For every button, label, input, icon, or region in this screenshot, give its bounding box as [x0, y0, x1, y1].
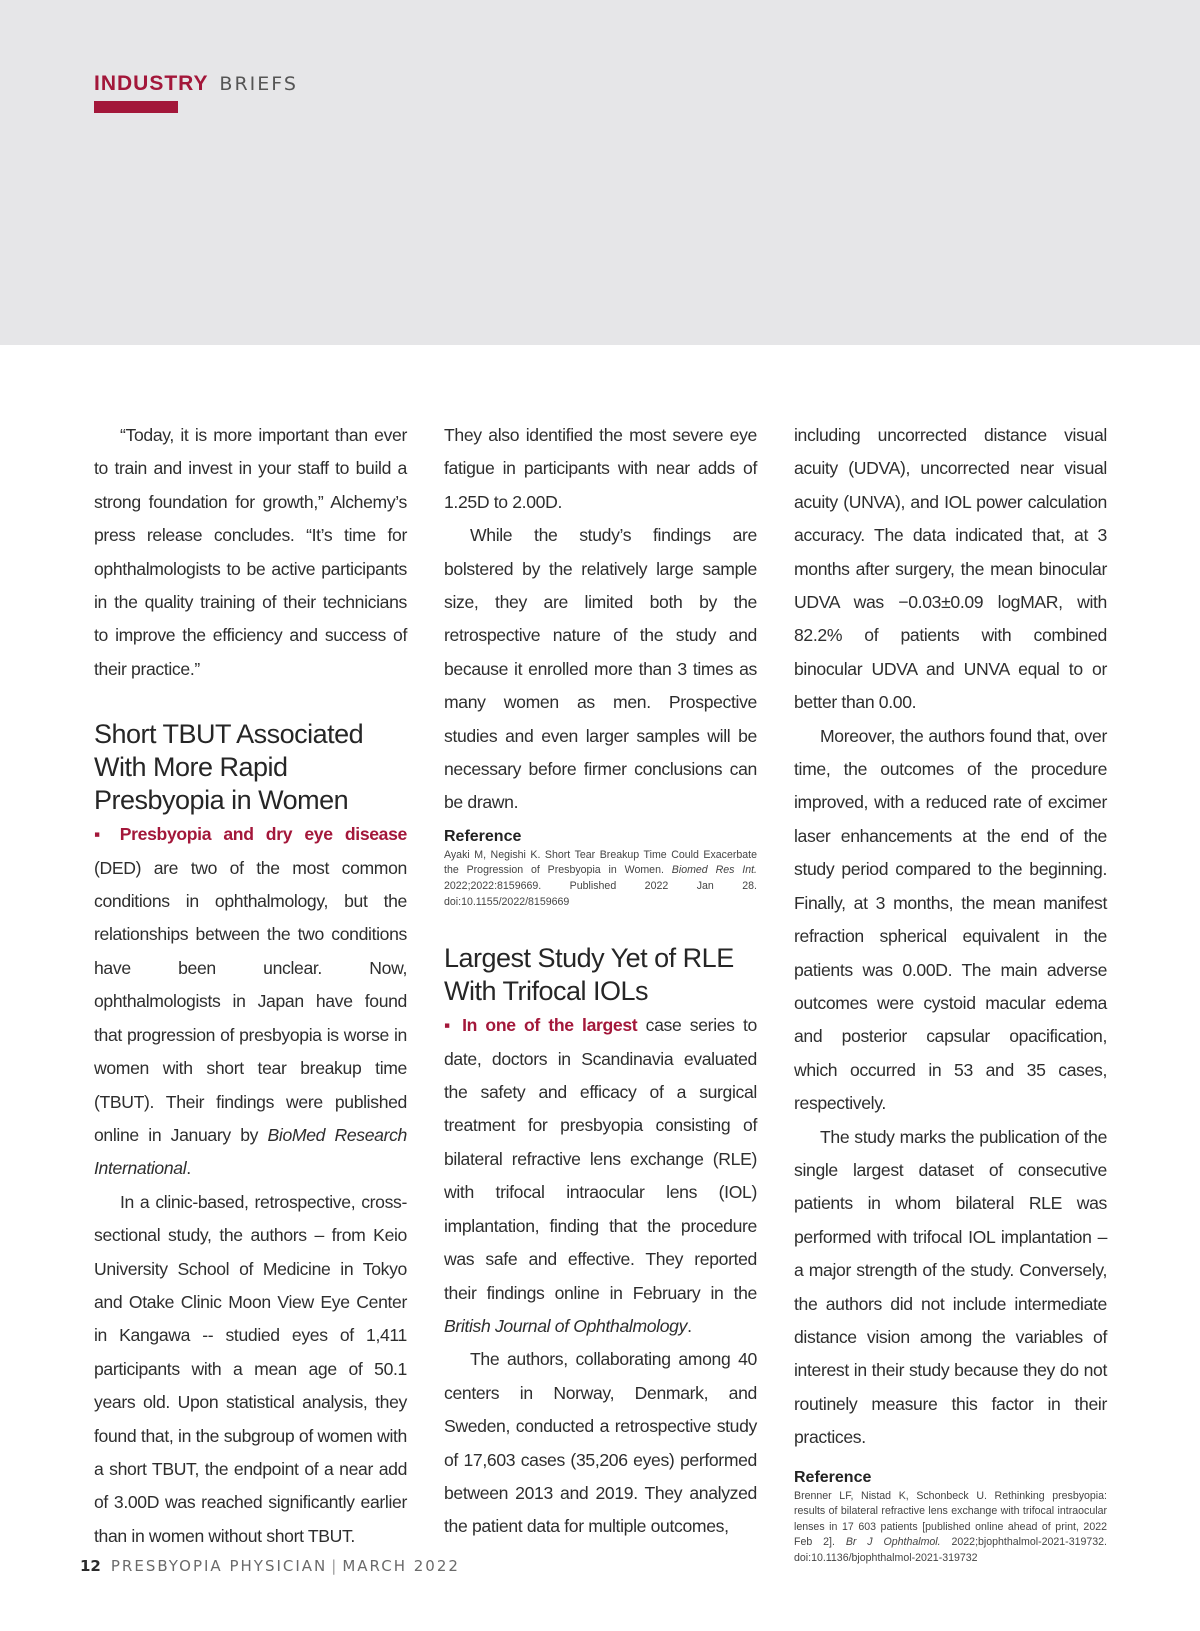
article-2-paragraph-2: The authors, collaborating among 40 centers in Norway, Denmark, and Sweden, conducted a retrospective study of 17,603 cases (35,206 eyes) performed between 2013 and 2019. They analyzed the patient data for multiple outcomes,: [444, 1349, 757, 1537]
article-2-reference-title: Reference: [794, 1468, 872, 1486]
article-1-journal: BioMed Research International: [94, 1124, 407, 1179]
article-2-headline: Largest Study Yet of RLE With Trifocal IOLs: [444, 943, 734, 1007]
article-2-reference: [794, 1489, 1107, 1567]
column-2: [444, 419, 757, 1544]
article-2-reference-text: Brenner LF, Nistad K, Schonbeck U. Rethinking presbyopia: results of bilateral refractive lens exchange with trifocal intraocular lenses in 17 603 patients [published online ahead of print, 2022 Feb 2].: [794, 1489, 1107, 1549]
article-1-lead-paragraph: [94, 818, 407, 1185]
article-2-reference-tail: 2022;bjophthalmol-2021-319732. doi:10.1136/bjophthalmol-2021-319732: [794, 1536, 1107, 1564]
column-3: [794, 419, 1107, 1567]
article-1-reference-text: Ayaki M, Negishi K. Short Tear Breakup Time Could Exacerbate the Progression of Presbyopia in Women.: [444, 848, 757, 877]
section-label-strong: INDUSTRY: [94, 72, 209, 95]
column-1: [94, 419, 407, 1553]
article-1-reference-tail: 2022;2022:8159669. Published 2022 Jan 28. doi:10.1155/2022/8159669: [444, 880, 757, 908]
header-banner: [0, 0, 1200, 345]
footer-separator: |: [331, 1557, 339, 1575]
section-accent-bar: [94, 101, 178, 113]
section-label-light: BRIEFS: [219, 73, 298, 95]
article-2-lead-end: .: [687, 1315, 692, 1336]
article-2-lead-highlight: In one of the largest: [462, 1015, 638, 1036]
article-1-paragraph-2: In a clinic-based, retrospective, cross-sectional study, the authors – from Keio University School of Medicine in Tokyo and Otake Clinic Moon View Eye Center in Kangawa -- studied eyes of 1,411 participants with a mean age of 50.1 years old. Upon statistical analysis, they found that, in the subgroup of women with a short TBUT, the endpoint of a near add of 3.00D was reached significantly earlier than in women without short TBUT.: [94, 1191, 407, 1546]
article-1-lead-end: .: [186, 1158, 191, 1179]
publication-name: PRESBYOPIA PHYSICIAN: [110, 1557, 328, 1575]
article-2-paragraph-4: Moreover, the authors found that, over time, the outcomes of the procedure improved, with a reduced rate of excimer laser enhancements at the end of the study period compared to the beginning. Finally, at 3 months, the mean manifest refraction spherical equivalent in the patients was 0.00D. The main adverse outcomes were cystoid macular edema and posterior capsular opacification, which occurred in 53 and 35 cases, respectively.: [794, 725, 1107, 1114]
article-1-reference-title: Reference: [444, 827, 522, 845]
issue-date: MARCH 2022: [342, 1557, 460, 1575]
article-1-paragraph-4: While the study’s findings are bolstered by the relatively large sample size, they are limited both by the retrospective nature of the study and because it enrolled more than 3 times as many women as men. Prospective studies and even larger samples will be necessary before firmer conclusions can be drawn.: [444, 525, 757, 813]
page-footer: [80, 1557, 460, 1575]
page-number: 12: [80, 1557, 101, 1575]
article-2-paragraph-3: including uncorrected distance visual acuity (UDVA), uncorrected near visual acuity (UNVA), and IOL power calculation accuracy. The data indicated that, at 3 months after surgery, the mean binocular UDVA was −0.03±0.09 logMAR, with 82.2% of patients with combined binocular UDVA and UNVA equal to or better than 0.00.: [794, 425, 1107, 713]
article-1-reference-journal: Biomed Res Int.: [671, 864, 757, 877]
article-1-lead-text: (DED) are two of the most common conditions in ophthalmology, but the relationships between the two conditions have been unclear. Now, ophthalmologists in Japan have found that progression of presbyopia is worse in women with short tear breakup time (TBUT). Their findings were published online in January by: [94, 857, 407, 1145]
article-2-reference-journal: Br J Ophthalmol.: [845, 1536, 941, 1549]
article-1-bullet: ▪: [94, 824, 120, 845]
quote-paragraph: “Today, it is more important than ever to train and invest in your staff to build a strong foundation for growth,” Alchemy’s press release concludes. “It’s time for ophthalmologists to be active participants in the quality training of their technicians to improve the efficiency and success of their practice.”: [94, 425, 407, 679]
article-2-journal: British Journal of Ophthalmology: [444, 1315, 688, 1336]
article-1-reference: [444, 848, 757, 910]
article-2-lead-paragraph: [444, 1009, 757, 1343]
article-1-lead-highlight: Presbyopia and dry eye disease: [119, 824, 407, 845]
section-label: [94, 72, 298, 96]
article-2-paragraph-5: The study marks the publication of the single largest dataset of consecutive patients in whom bilateral RLE was performed with trifocal IOL implantation – a major strength of the study. Conversely, the authors did not include intermediate distance vision among the variables of interest in their study because they do not routinely measure this factor in their practices.: [794, 1126, 1107, 1448]
article-1-headline: Short TBUT Associated With More Rapid Presbyopia in Women: [94, 719, 364, 816]
article-2-lead-text: case series to date, doctors in Scandinavia evaluated the safety and efficacy of a surgical treatment for presbyopia consisting of bilateral refractive lens exchange (RLE) with trifocal intraocular lens (IOL) implantation, finding that the procedure was safe and effective. They reported their findings online in February in the: [444, 1015, 757, 1303]
article-2-bullet: ▪: [444, 1015, 463, 1036]
article-1-paragraph-3: They also identified the most severe eye fatigue in participants with near adds of 1.25D to 2.00D.: [444, 425, 757, 512]
